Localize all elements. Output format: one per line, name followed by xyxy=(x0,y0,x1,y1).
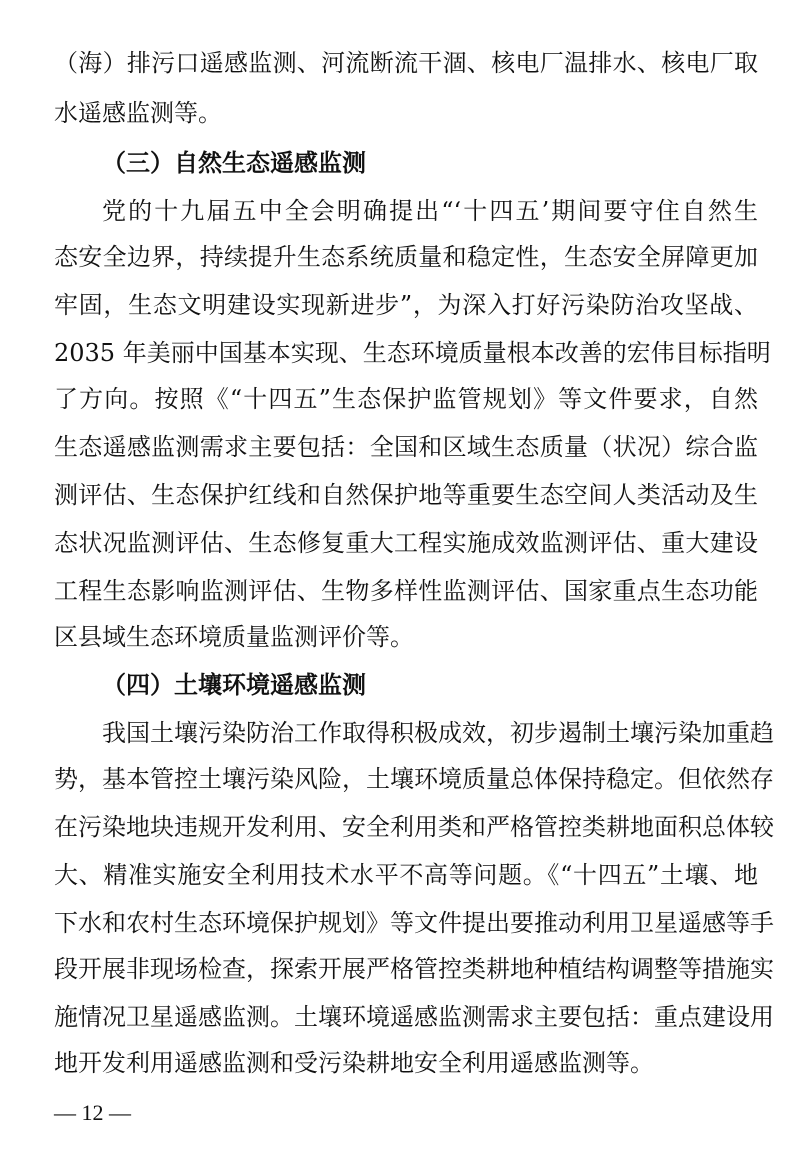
paragraph-line: 大、精准实施安全利用技术水平不高等问题。《“十四五”土壤、地 xyxy=(54,861,758,889)
paragraph-line: 党的十九届五中全会明确提出“‘十四五’期间要守住自然生 xyxy=(102,197,758,225)
paragraph-line: 势，基本管控土壤污染风险，土壤环境质量总体保持稳定。但依然存 xyxy=(54,765,774,793)
paragraph-line: 施情况卫星遥感监测。土壤环境遥感监测需求主要包括：重点建设用 xyxy=(54,1003,774,1031)
page-number: — 12 — xyxy=(54,1100,131,1125)
paragraph-line: 水遥感监测等。 xyxy=(54,99,222,127)
paragraph-line: 下水和农村生态环境保护规划》等文件提出要推动利用卫星遥感等手 xyxy=(54,909,774,937)
paragraph-line: 在污染地块违规开发利用、安全利用类和严格管控类耕地面积总体较 xyxy=(54,813,774,841)
paragraph-line: 2035 年美丽中国基本实现、生态环境质量根本改善的宏伟目标指明 xyxy=(54,339,771,367)
paragraph-line: 我国土壤污染防治工作取得积极成效，初步遏制土壤污染加重趋 xyxy=(102,719,774,747)
paragraph-line: 段开展非现场检查，探索开展严格管控类耕地种植结构调整等措施实 xyxy=(54,955,774,983)
paragraph-line: （海）排污口遥感监测、河流断流干涸、核电厂温排水、核电厂取 xyxy=(54,49,758,77)
section-heading: （三）自然生态遥感监测 xyxy=(102,148,366,177)
paragraph-line: 了方向。按照《“十四五”生态保护监管规划》等文件要求，自然 xyxy=(54,385,758,413)
paragraph-line: 态安全边界，持续提升生态系统质量和稳定性，生态安全屏障更加 xyxy=(54,243,758,271)
paragraph-line: 工程生态影响监测评估、生物多样性监测评估、国家重点生态功能 xyxy=(54,577,758,605)
paragraph-line: 区县域生态环境质量监测评价等。 xyxy=(54,623,414,651)
paragraph-line: 测评估、生态保护红线和自然保护地等重要生态空间人类活动及生 xyxy=(54,481,758,509)
section-heading: （四）土壤环境遥感监测 xyxy=(102,670,366,699)
paragraph-line: 态状况监测评估、生态修复重大工程实施成效监测评估、重大建设 xyxy=(54,529,758,557)
paragraph-line: 地开发利用遥感监测和受污染耕地安全利用遥感监测等。 xyxy=(54,1049,654,1077)
paragraph-line: 牢固，生态文明建设实现新进步”，为深入打好污染防治攻坚战、 xyxy=(54,291,758,319)
paragraph-line: 生态遥感监测需求主要包括：全国和区域生态质量（状况）综合监 xyxy=(54,433,758,461)
